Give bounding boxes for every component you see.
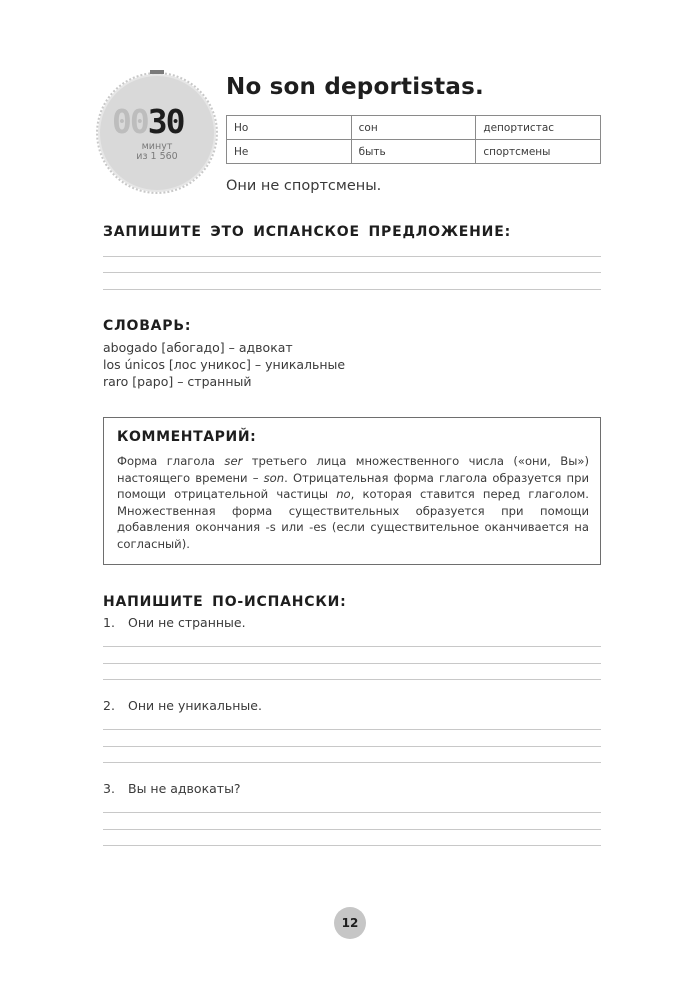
writing-line[interactable] bbox=[103, 256, 601, 257]
exercise-prompt: Вы не адвокаты? bbox=[128, 781, 241, 796]
timer-unit-label: минут bbox=[141, 141, 173, 152]
commentary-term: no bbox=[336, 487, 351, 501]
gloss-cell: Но bbox=[227, 116, 352, 140]
commentary-text-part: третьего лица множественного числа («они, Вы») настоящего времени – bbox=[117, 454, 589, 485]
commentary-term: ser bbox=[224, 454, 243, 468]
timer-digits-dim: 00 bbox=[112, 102, 148, 141]
gloss-table bbox=[226, 115, 601, 164]
answer-line[interactable] bbox=[103, 812, 601, 813]
page-title: No son deportistas. bbox=[226, 74, 484, 100]
gloss-row-transliteration bbox=[227, 116, 601, 140]
vocabulary-item: abogado [абогадо] – адвокат bbox=[103, 340, 293, 355]
commentary-text-part: , которая ставится перед глаголом. Множественная форма существительных образуется при помощи добавления окончания -s или -es (если существительное оканчивается на согласный). bbox=[117, 487, 589, 551]
exercise-item bbox=[103, 615, 246, 630]
gloss-cell: сон bbox=[351, 116, 476, 140]
exercise-prompt: Они не уникальные. bbox=[128, 698, 262, 713]
timer-badge bbox=[100, 76, 214, 190]
writing-line[interactable] bbox=[103, 272, 601, 273]
exercises-heading: НАПИШИТЕ ПО-ИСПАНСКИ: bbox=[103, 594, 347, 610]
commentary-text-part: Форма глагола bbox=[117, 454, 225, 468]
answer-line[interactable] bbox=[103, 845, 601, 846]
sentence-translation: Они не спортсмены. bbox=[226, 178, 382, 194]
page-number-badge: 12 bbox=[334, 907, 366, 939]
answer-line[interactable] bbox=[103, 829, 601, 830]
gloss-cell: Не bbox=[227, 140, 352, 164]
answer-line[interactable] bbox=[103, 729, 601, 730]
commentary-text bbox=[117, 453, 589, 552]
exercise-item bbox=[103, 698, 262, 713]
vocabulary-heading: СЛОВАРЬ: bbox=[103, 318, 192, 334]
answer-line[interactable] bbox=[103, 746, 601, 747]
vocabulary-item: raro [раро] – странный bbox=[103, 374, 252, 389]
write-sentence-heading: ЗАПИШИТЕ ЭТО ИСПАНСКОЕ ПРЕДЛОЖЕНИЕ: bbox=[103, 224, 511, 240]
gloss-cell: спортсмены bbox=[476, 140, 601, 164]
commentary-text-part: . Отрицательная форма глагола образуется при помощи отрицательной частицы bbox=[117, 470, 589, 501]
exercise-number: 1. bbox=[103, 615, 115, 630]
vocabulary-item: los únicos [лос уникос] – уникальные bbox=[103, 357, 346, 372]
gloss-cell: быть bbox=[351, 140, 476, 164]
exercise-number: 2. bbox=[103, 698, 115, 713]
answer-line[interactable] bbox=[103, 762, 601, 763]
commentary-heading: КОММЕНТАРИЙ: bbox=[117, 429, 257, 445]
commentary-term: son bbox=[263, 470, 285, 485]
answer-line[interactable] bbox=[103, 646, 601, 647]
exercise-number: 3. bbox=[103, 781, 115, 796]
writing-line[interactable] bbox=[103, 289, 601, 290]
timer-total-label: из 1 560 bbox=[136, 151, 178, 162]
timer-digits-bright: 30 bbox=[147, 102, 184, 141]
exercise-item bbox=[103, 781, 241, 796]
answer-line[interactable] bbox=[103, 663, 601, 664]
answer-line[interactable] bbox=[103, 679, 601, 680]
gloss-row-translation bbox=[227, 140, 601, 164]
commentary-box bbox=[103, 417, 601, 565]
timer-digits bbox=[112, 104, 184, 140]
timer-top-mark bbox=[150, 70, 164, 74]
gloss-cell: депортистас bbox=[476, 116, 601, 140]
exercise-prompt: Они не странные. bbox=[128, 615, 246, 630]
